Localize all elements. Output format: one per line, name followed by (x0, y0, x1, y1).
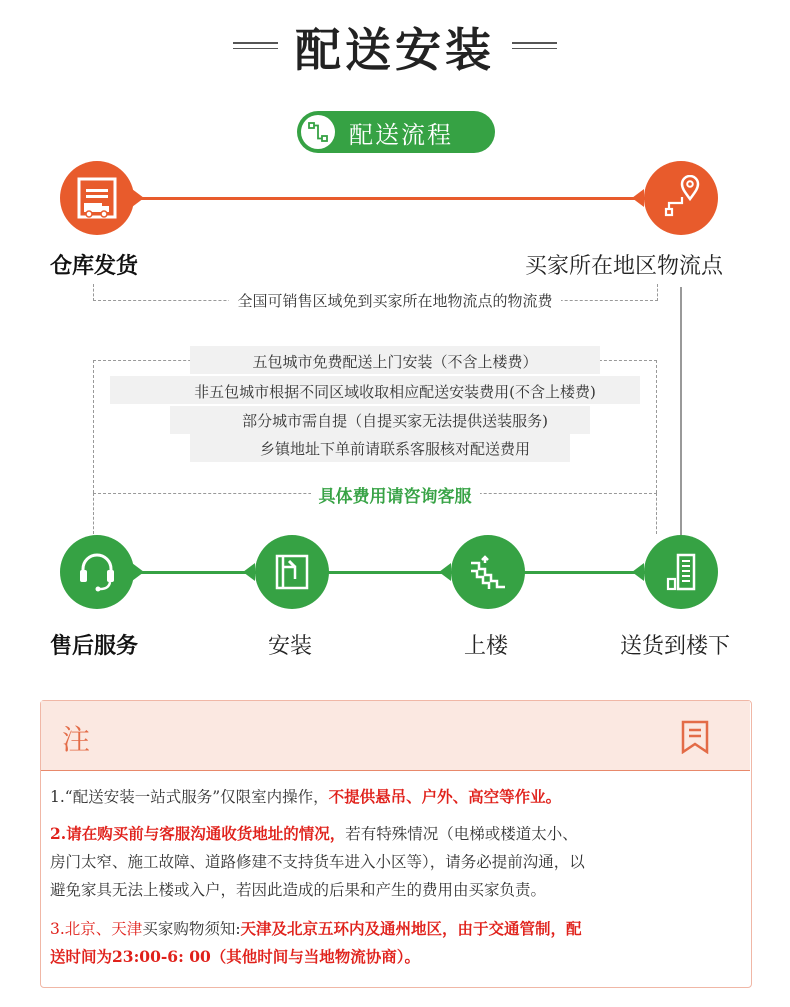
note-2-number: 2. (50, 824, 67, 843)
step-warehouse (60, 161, 134, 235)
note-3-number: 3. (50, 920, 65, 938)
headset-icon (74, 549, 120, 595)
after-sales-pointer (132, 563, 144, 581)
consult-wrap (0, 482, 790, 507)
note-3-red-2: 送时间为23:00-6: 00（其他时间与当地物流协商）。 (50, 947, 421, 966)
step-after-sales-label: 售后服务 (50, 634, 139, 659)
title-deco-left (233, 42, 278, 44)
info-line-4: 乡镇地址下单前请联系客服核对配送费用 (259, 440, 530, 458)
step-logistics-label: 买家所在地区物流点 (525, 254, 724, 279)
note-3-red-1: 天津及北京五环内及通州地区，由于交通管制，配 (240, 919, 582, 938)
warehouse-pointer (132, 189, 144, 207)
notes-title: 注 (62, 723, 91, 756)
note-3-line-1 (50, 915, 740, 943)
note-item-2 (50, 820, 740, 904)
process-pill-label: 配送流程 (349, 120, 453, 149)
note-3-city: 北京、天津 (64, 920, 143, 938)
route-icon (301, 115, 335, 149)
step-deliver-downstairs (644, 535, 718, 609)
warehouse-icon (74, 175, 120, 221)
stairs-icon (465, 549, 511, 595)
logistics-pointer (632, 189, 644, 207)
top-connector (138, 197, 650, 200)
deliver-pointer (632, 563, 644, 581)
process-pill (297, 111, 495, 153)
info-line-1: 五包城市免费配送上门安装（不含上楼费） (252, 353, 538, 371)
install-pointer (243, 563, 255, 581)
step-deliver-label: 送货到楼下 (620, 634, 731, 659)
note-2-line-1 (50, 820, 740, 848)
step-after-sales (60, 535, 134, 609)
step-logistics-point (644, 161, 718, 235)
note-2-rest: 若有特殊情况（电梯或楼道太小、 (345, 825, 578, 843)
bookmark-icon (680, 720, 710, 758)
step-install (255, 535, 329, 609)
info-line-2: 非五包城市根据不同区域收取相应配送安装费用(不含上楼费) (194, 383, 596, 401)
note-2-line-2: 房门太窄、施工故障、道路修建不支持货车进入小区等），请务必提前沟通，以 (50, 853, 585, 871)
page-title: 配送安装 (295, 23, 495, 77)
step-install-label: 安装 (268, 634, 313, 659)
step-upstairs (451, 535, 525, 609)
note-2-line-3: 避免家具无法上楼或入户，若因此造成的后果和产生的费用由买家负责。 (50, 881, 547, 899)
location-pin-icon (658, 175, 704, 221)
note-item-3 (50, 915, 740, 971)
freight-note (0, 290, 790, 311)
step-upstairs-label: 上楼 (464, 634, 509, 659)
info-line-3: 部分城市需自提（自提买家无法提供送装服务) (242, 412, 548, 430)
freight-note-text: 全国可销售区域免到买家所在地物流点的物流费 (229, 292, 560, 310)
note-2-red: 请在购买前与客服沟通收货地址的情况， (66, 824, 346, 843)
note-1-prefix: 1.“配送安装一站式服务”仅限室内操作， (50, 788, 329, 806)
notes-header (41, 701, 750, 771)
note-1-red: 不提供悬吊、户外、高空等作业。 (328, 787, 562, 806)
install-icon (269, 549, 315, 595)
upstairs-pointer (439, 563, 451, 581)
note-item-1 (50, 783, 740, 811)
building-icon (658, 549, 704, 595)
bottom-connector (130, 571, 650, 574)
consult-text: 具体费用请咨询客服 (311, 487, 480, 507)
step-warehouse-label: 仓库发货 (50, 254, 139, 279)
note-3-mid: 买家购物须知: (142, 920, 241, 938)
title-deco-right (512, 42, 557, 44)
